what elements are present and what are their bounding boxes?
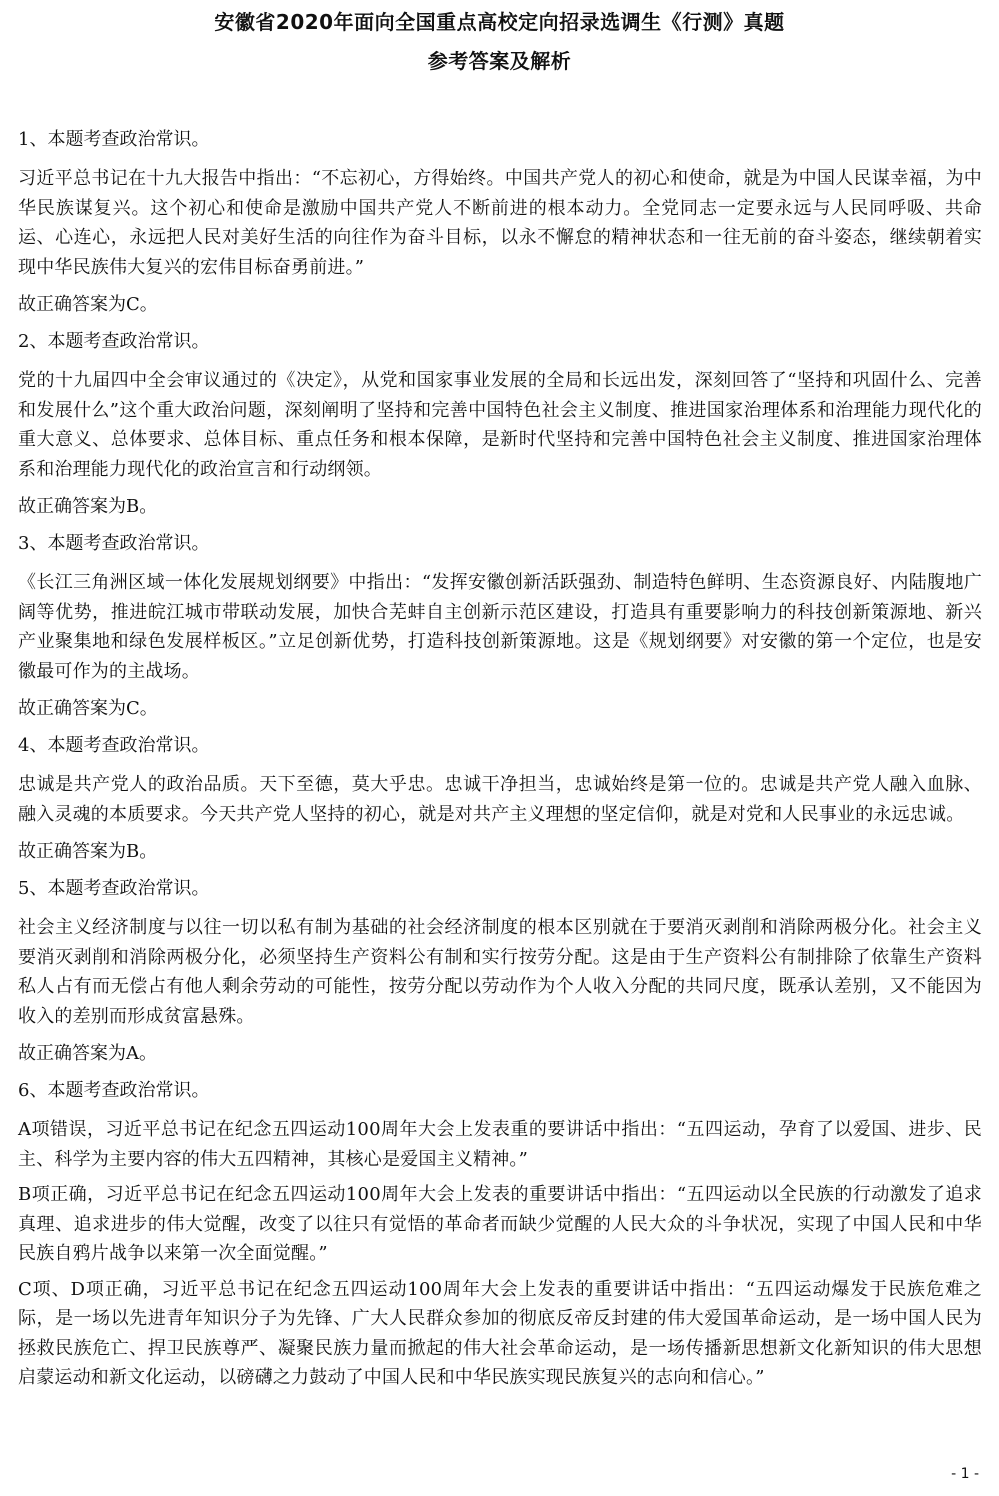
- item-1-answer: 故正确答案为C。: [18, 294, 158, 315]
- page-number: - 1 -: [951, 1466, 979, 1482]
- item-3-body: 《长江三角洲区域一体化发展规划纲要》中指出：“发挥安徽创新活跃强劲、制造特色鲜明、生态资源良好、内陆腹地广阔等优势，推进皖江城市带联动发展，加快合芜蚌自主创新示范区建设，打造具有重要影响力的科技创新策源地、新兴产业聚集地和绿色发展样板区。”立足创新优势，打造科技创新策源地。这是《规划纲要》对安徽的第一个定位，也是安徽最可作为的主战场。: [18, 572, 982, 682]
- item-1-heading: 1、本题考查政治常识。: [18, 129, 210, 150]
- item-2-body: 党的十九届四中全会审议通过的《决定》，从党和国家事业发展的全局和长远出发，深刻回答了“坚持和巩固什么、完善和发展什么”这个重大政治问题，深刻阐明了坚持和完善中国特色社会主义制度、推进国家治理体系和治理能力现代化的重大意义、总体要求、总体目标、重点任务和根本保障，是新时代坚持和完善中国特色社会主义制度、推进国家治理体系和治理能力现代化的政治宣言和行动纲领。: [18, 370, 982, 480]
- item-3-answer: 故正确答案为C。: [18, 698, 158, 719]
- item-5-body: 社会主义经济制度与以往一切以私有制为基础的社会经济制度的根本区别就在于要消灭剥削和消除两极分化。社会主义要消灭剥削和消除两极分化，必须坚持生产资料公有制和实行按劳分配。这是由于生产资料公有制排除了依靠生产资料私人占有而无偿占有他人剩余劳动的可能性，按劳分配以劳动作为个人收入分配的共同尺度，既承认差别，又不能因为收入的差别而形成贫富悬殊。: [18, 917, 982, 1027]
- document-body: [18, 121, 982, 1397]
- item-1-body: 习近平总书记在十九大报告中指出：“不忘初心，方得始终。中国共产党人的初心和使命，就是为中国人民谋幸福，为中华民族谋复兴。这个初心和使命是激励中国共产党人不断前进的根本动力。全党同志一定要永远与人民同呼吸、共命运、心连心，永远把人民对美好生活的向往作为奋斗目标，以永不懈怠的精神状态和一往无前的奋斗姿态，继续朝着实现中华民族伟大复兴的宏伟目标奋勇前进。”: [18, 168, 982, 278]
- item-6-heading: 6、本题考查政治常识。: [18, 1080, 210, 1101]
- item-3-heading: 3、本题考查政治常识。: [18, 533, 210, 554]
- item-4-heading: 4、本题考查政治常识。: [18, 735, 210, 756]
- item-5-answer: 故正确答案为A。: [18, 1043, 157, 1064]
- item-4-body: 忠诚是共产党人的政治品质。天下至德，莫大乎忠。忠诚干净担当，忠诚始终是第一位的。忠诚是共产党人融入血脉、融入灵魂的本质要求。今天共产党人坚持的初心，就是对共产主义理想的坚定信仰，就是对党和人民事业的永远忠诚。: [18, 774, 982, 825]
- item-2-answer: 故正确答案为B。: [18, 496, 158, 517]
- item-6-option-cd: C项、D项正确，习近平总书记在纪念五四运动100周年大会上发表的重要讲话中指出：“五四运动爆发于民族危难之际，是一场以先进青年知识分子为先锋、广大人民群众参加的彻底反帝反封建的伟大爱国革命运动，是一场中国人民为拯救民族危亡、捍卫民族尊严、凝聚民族力量而掀起的伟大社会革命运动，是一场传播新思想新文化新知识的伟大思想启蒙运动和新文化运动，以磅礴之力鼓动了中国人民和中华民族实现民族复兴的志向和信心。”: [18, 1278, 982, 1388]
- document-title: 安徽省2020年面向全国重点高校定向招录选调生《行测》真题: [214, 10, 785, 34]
- item-4-answer: 故正确答案为B。: [18, 841, 158, 862]
- document-subtitle: 参考答案及解析: [427, 49, 572, 73]
- item-2-heading: 2、本题考查政治常识。: [18, 331, 210, 352]
- item-6-option-b: B项正确，习近平总书记在纪念五四运动100周年大会上发表的重要讲话中指出：“五四运动以全民族的行动激发了追求真理、追求进步的伟大觉醒，改变了以往只有觉悟的革命者而缺少觉醒的人民大众的斗争状况，实现了中国人民和中华民族自鸦片战争以来第一次全面觉醒。”: [18, 1184, 982, 1264]
- item-5-heading: 5、本题考查政治常识。: [18, 878, 210, 899]
- item-6-option-a: A项错误，习近平总书记在纪念五四运动100周年大会上发表重的要讲话中指出：“五四运动，孕育了以爱国、进步、民主、科学为主要内容的伟大五四精神，其核心是爱国主义精神。”: [18, 1119, 982, 1170]
